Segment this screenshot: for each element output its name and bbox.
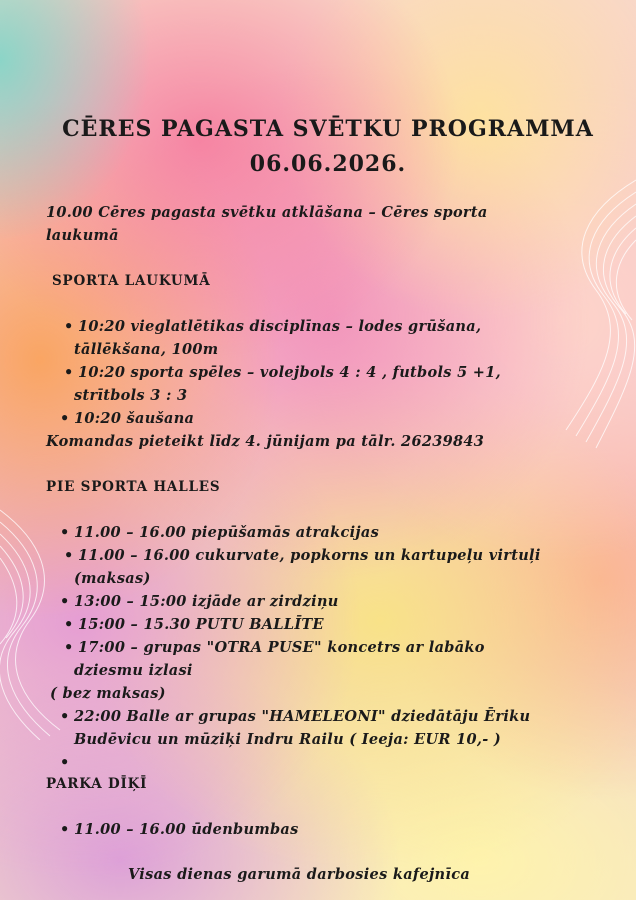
opening-line-2: laukumā <box>46 227 119 244</box>
list-item: • 10:20 sporta spēles – volejbols 4 : 4 , futbols 5 +1, <box>78 364 501 381</box>
free-entry-note: ( bez maksas) <box>50 685 166 702</box>
section-heading-parka-diki: PARKA DĪĶĪ <box>46 776 148 792</box>
poster-title: CĒRES PAGASTA SVĒTKU PROGRAMMA <box>62 116 594 142</box>
registration-note: Komandas pieteikt līdz 4. jūnijam pa tālr. 26239843 <box>46 433 485 450</box>
list-item: • 11.00 – 16.00 ūdenbumbas <box>74 821 299 838</box>
list-item-continuation: (maksas) <box>74 570 151 587</box>
list-item-continuation: Budēvicu un mūziķi Indru Railu ( Ieeja: EUR 10,- ) <box>74 731 502 748</box>
opening-line-1: 10.00 Cēres pagasta svētku atklāšana – Cēres sporta <box>46 204 488 221</box>
list-item: • 13:00 – 15:00 izjāde ar zirdziņu <box>74 593 339 610</box>
section-heading-sporta-laukuma: SPORTA LAUKUMĀ <box>52 273 211 289</box>
list-item: • 15:00 – 15.30 PUTU BALLĪTE <box>78 616 324 633</box>
list-item-continuation: dziesmu izlasi <box>74 662 193 679</box>
list-item: • 10:20 šaušana <box>74 410 194 427</box>
section-heading-pie-sporta-halles: PIE SPORTA HALLES <box>46 479 221 495</box>
list-item: • 22:00 Balle ar grupas "HAMELEONI" dziedātāju Ēriku <box>74 708 530 725</box>
list-item: • 17:00 – grupas "OTRA PUSE" koncetrs ar labāko <box>78 639 485 656</box>
cafe-note: Visas dienas garumā darbosies kafejnīca <box>128 866 471 883</box>
poster-date: 06.06.2026. <box>249 151 407 177</box>
list-item: • 11.00 – 16.00 cukurvate, popkorns un kartupeļu virtuļi <box>78 547 541 564</box>
list-item-continuation: tāllēkšana, 100m <box>74 341 219 358</box>
list-item: • 11.00 – 16.00 piepūšamās atrakcijas <box>74 524 379 541</box>
list-item: • 10:20 vieglatlētikas disciplīnas – lodes grūšana, <box>78 318 481 335</box>
list-item-continuation: strītbols 3 : 3 <box>74 387 188 404</box>
